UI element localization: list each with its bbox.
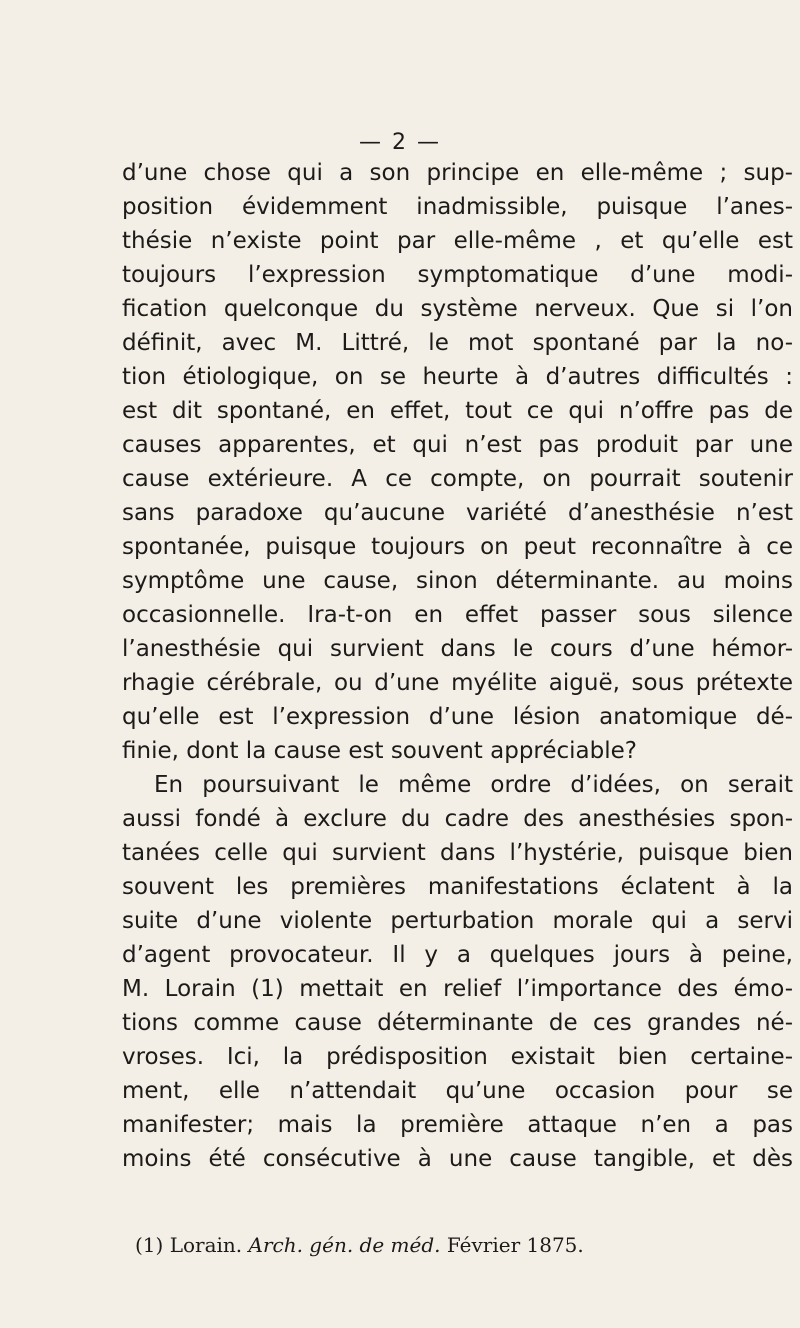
footnote [135,1231,584,1259]
text-line: souvent les premières manifestations éclatent à la [122,874,793,900]
footnote-journal: Arch. gén. de méd. [248,1233,441,1257]
text-line: M. Lorain (1) mettait en relief l’importance des émo- [122,976,793,1002]
text-line: thésie n’existe point par elle-même , et qu’elle est [122,228,793,254]
text-line: spontanée, puisque toujours on peut reconnaître à ce [122,534,793,560]
text-line: causes apparentes, et qui n’est pas produit par une [122,432,793,458]
text-line: manifester; mais la première attaque n’en a pas [122,1112,793,1138]
text-line: En poursuivant le même ordre d’idées, on serait [154,772,793,798]
text-line: cause extérieure. A ce compte, on pourrait soutenir [122,466,793,492]
text-line: toujours l’expression symptomatique d’une modi- [122,262,793,288]
page-number: — 2 — [359,130,441,155]
text-line: symptôme une cause, sinon déterminante. au moins [122,568,793,594]
text-line: tion étiologique, on se heurte à d’autres difficultés : [122,364,793,390]
text-line: sans paradoxe qu’aucune variété d’anesthésie n’est [122,500,793,526]
text-line: rhagie cérébrale, ou d’une myélite aiguë, sous prétexte [122,670,793,696]
text-line: qu’elle est l’expression d’une lésion anatomique dé- [122,704,793,730]
text-line: suite d’une violente perturbation morale qui a servi [122,908,793,934]
footnote-marker: (1) Lorain. [135,1233,243,1257]
text-line: tions comme cause déterminante de ces grandes né- [122,1010,793,1036]
footnote-date: Février 1875. [446,1233,584,1257]
text-line: ment, elle n’attendait qu’une occasion pour se [122,1078,793,1104]
text-line: d’agent provocateur. Il y a quelques jours à peine, [122,942,793,968]
text-line: d’une chose qui a son principe en elle-même ; sup- [122,160,793,186]
text-line: l’anesthésie qui survient dans le cours d’une hémor- [122,636,793,662]
text-line: fication quelconque du système nerveux. Que si l’on [122,296,793,322]
text-line: moins été consécutive à une cause tangible, et dès [122,1146,793,1172]
text-line: vroses. Ici, la prédisposition existait bien certaine- [122,1044,793,1070]
text-line: tanées celle qui survient dans l’hystérie, puisque bien [122,840,793,866]
text-line: aussi fondé à exclure du cadre des anesthésies spon- [122,806,793,832]
text-line: occasionnelle. Ira-t-on en effet passer sous silence [122,602,793,628]
text-line: position évidemment inadmissible, puisque l’anes- [122,194,793,220]
text-line: finie, dont la cause est souvent appréciable? [122,738,637,764]
text-line: définit, avec M. Littré, le mot spontané par la no- [122,330,793,356]
text-line: est dit spontané, en effet, tout ce qui n’offre pas de [122,398,793,424]
